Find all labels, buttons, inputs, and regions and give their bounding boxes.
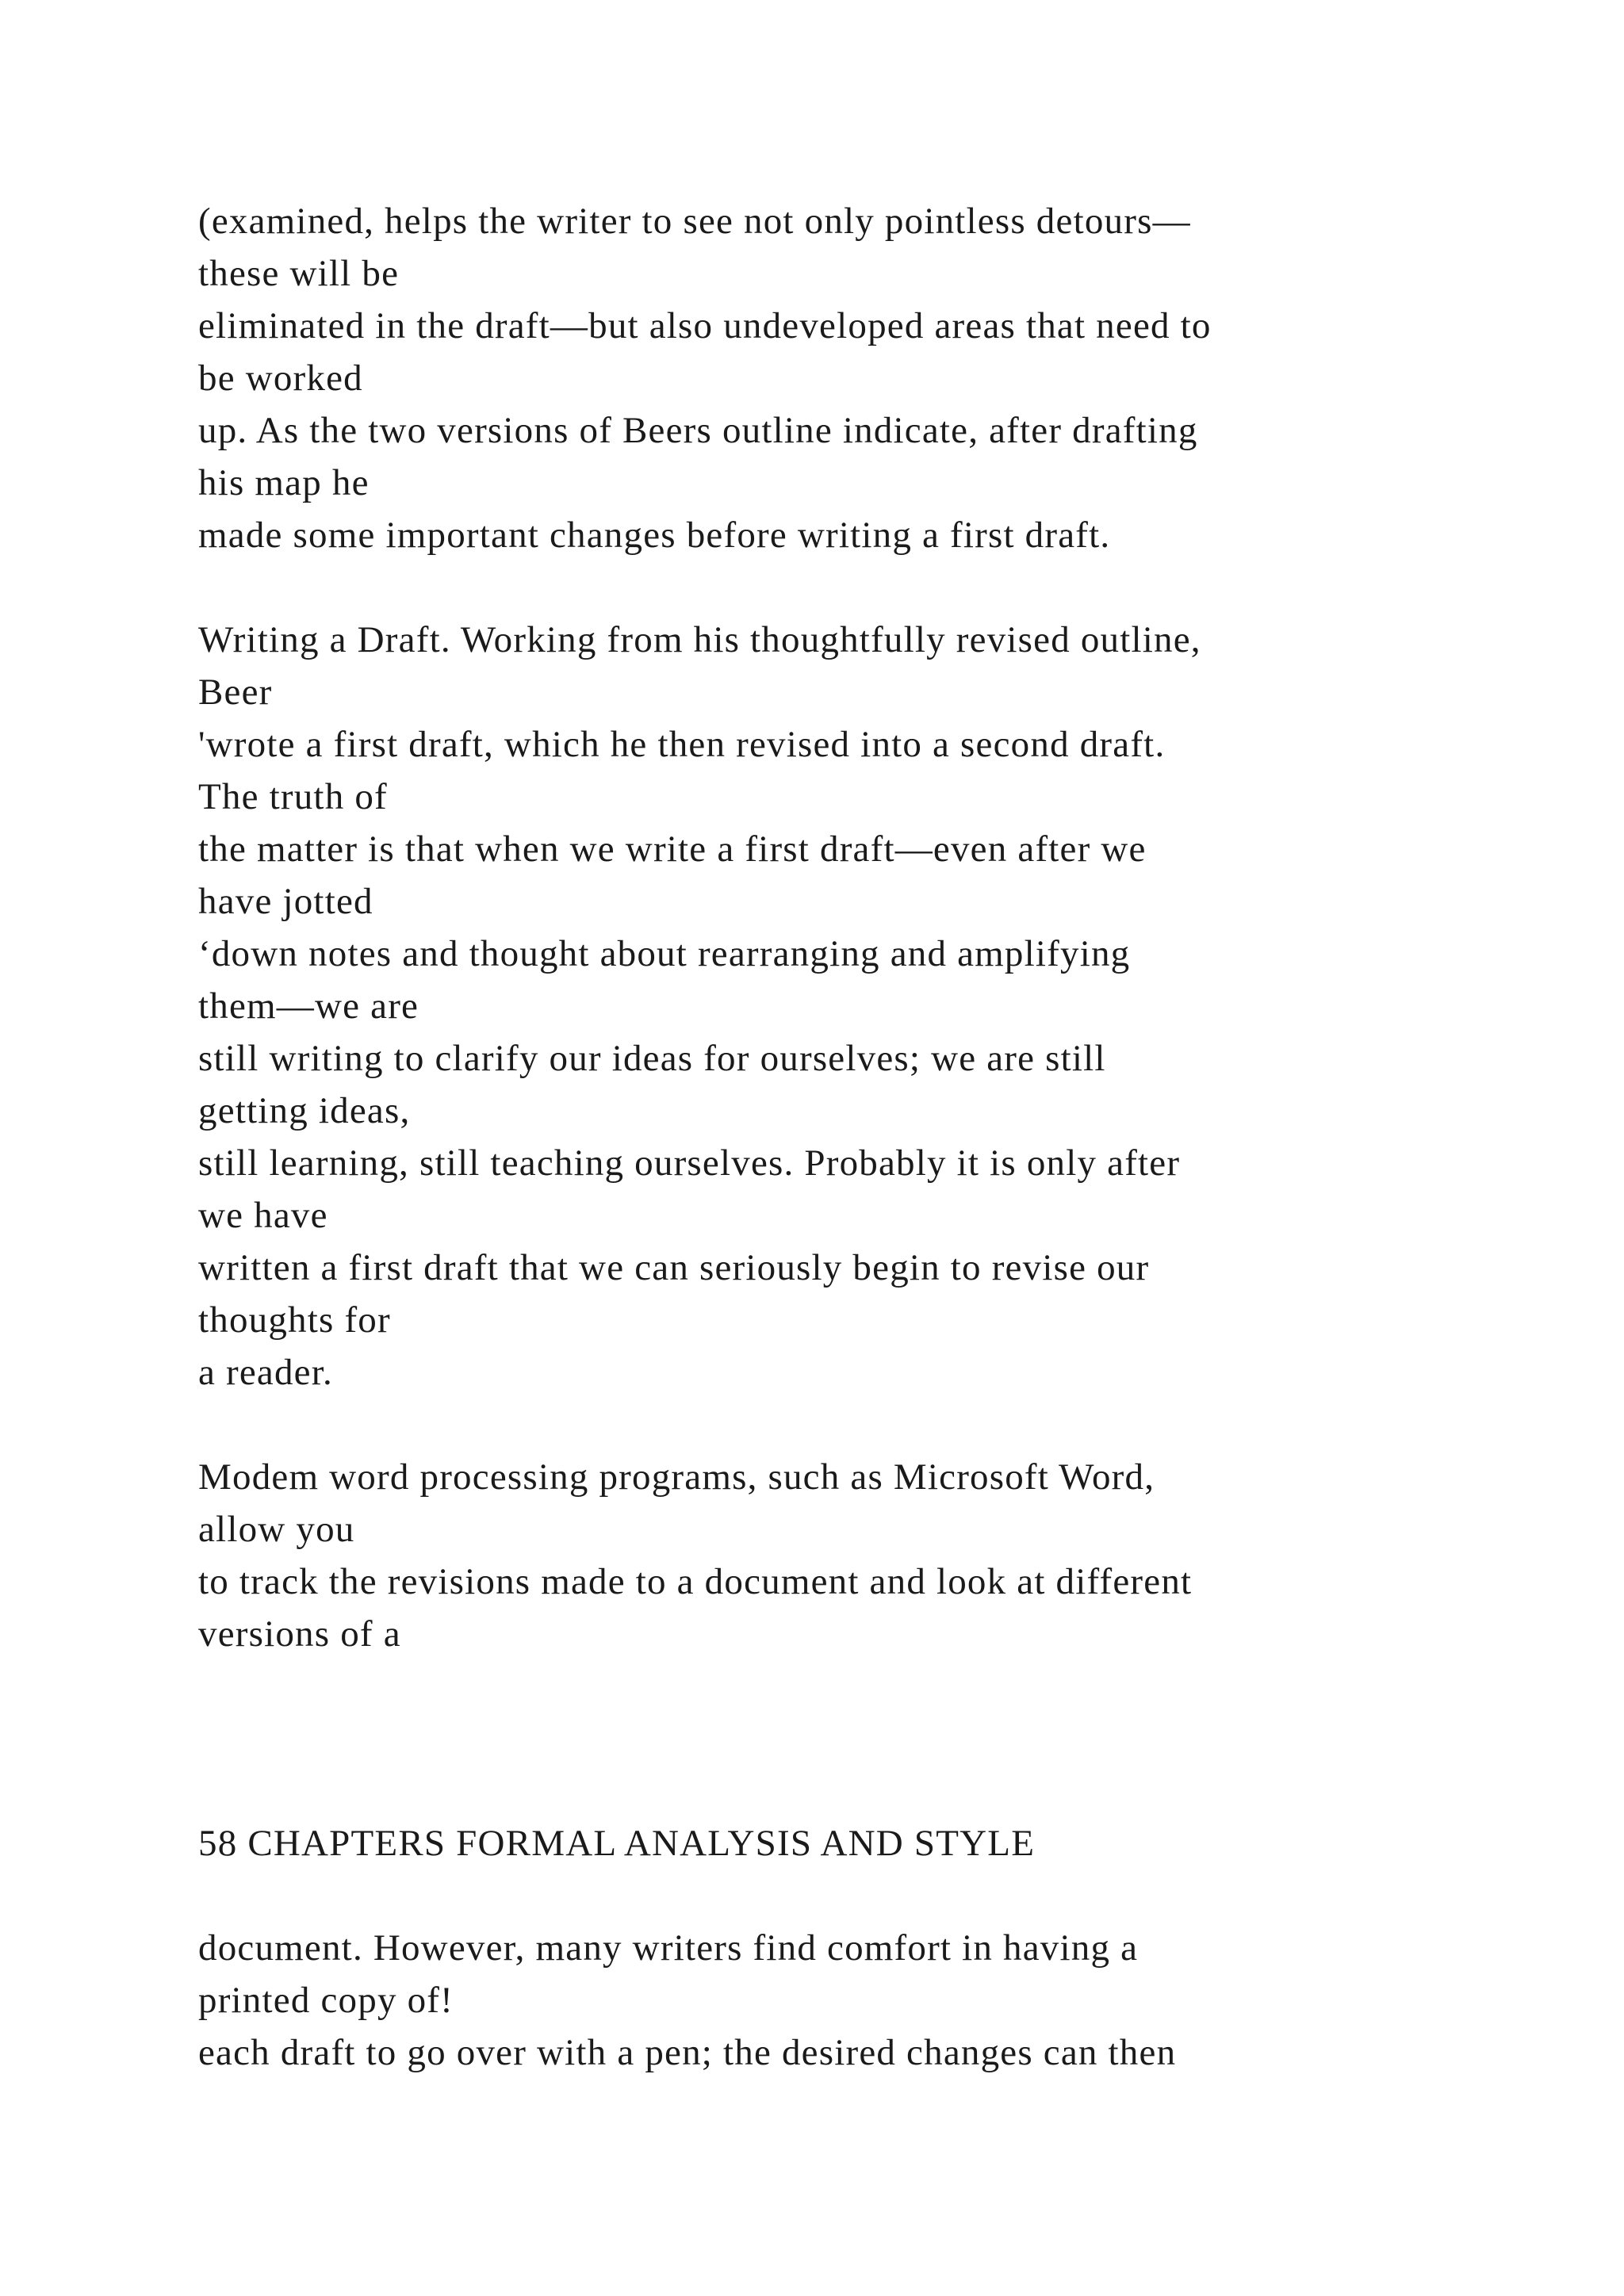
text-line: The truth of bbox=[198, 776, 388, 817]
text-line: Writing a Draft. Working from his thoughtfully revised outline, bbox=[198, 619, 1201, 660]
text-line: still writing to clarify our ideas for ourselves; we are still bbox=[198, 1038, 1106, 1079]
text-line: still learning, still teaching ourselves. Probably it is only after bbox=[198, 1142, 1181, 1184]
text-line: allow you bbox=[198, 1509, 355, 1550]
text-line: be worked bbox=[198, 358, 363, 399]
running-header: 58 CHAPTERS FORMAL ANALYSIS AND STYLE bbox=[198, 1823, 1036, 1864]
text-line: to track the revisions made to a document and look at different bbox=[198, 1561, 1193, 1602]
text-line: versions of a bbox=[198, 1613, 401, 1655]
text-line: each draft to go over with a pen; the desired changes can then bbox=[198, 2032, 1177, 2073]
text-line: thoughts for bbox=[198, 1299, 391, 1341]
text-line: ‘down notes and thought about rearranging and amplifying bbox=[198, 933, 1131, 974]
text-line: these will be bbox=[198, 253, 400, 294]
text-line: have jotted bbox=[198, 881, 373, 922]
text-line: written a first draft that we can seriously begin to revise our bbox=[198, 1247, 1150, 1288]
text-line: getting ideas, bbox=[198, 1090, 411, 1131]
text-line: eliminated in the draft—but also undeveloped areas that need to bbox=[198, 305, 1212, 346]
text-line: them—we are bbox=[198, 985, 419, 1027]
text-line: a reader. bbox=[198, 1352, 333, 1393]
text-line: up. As the two versions of Beers outline indicate, after drafting bbox=[198, 410, 1198, 451]
text-line: the matter is that when we write a first draft—even after we bbox=[198, 828, 1147, 870]
text-line: made some important changes before writing a first draft. bbox=[198, 515, 1111, 556]
text-line: his map he bbox=[198, 462, 370, 503]
text-line: Modem word processing programs, such as Microsoft Word, bbox=[198, 1456, 1155, 1498]
text-line: printed copy of! bbox=[198, 1980, 454, 2021]
text-line: we have bbox=[198, 1195, 328, 1236]
text-line: document. However, many writers find comfort in having a bbox=[198, 1927, 1139, 1969]
text-line: 'wrote a first draft, which he then revised into a second draft. bbox=[198, 724, 1166, 765]
text-line: (examined, helps the writer to see not only pointless detours— bbox=[198, 201, 1191, 242]
text-line: Beer bbox=[198, 672, 273, 713]
